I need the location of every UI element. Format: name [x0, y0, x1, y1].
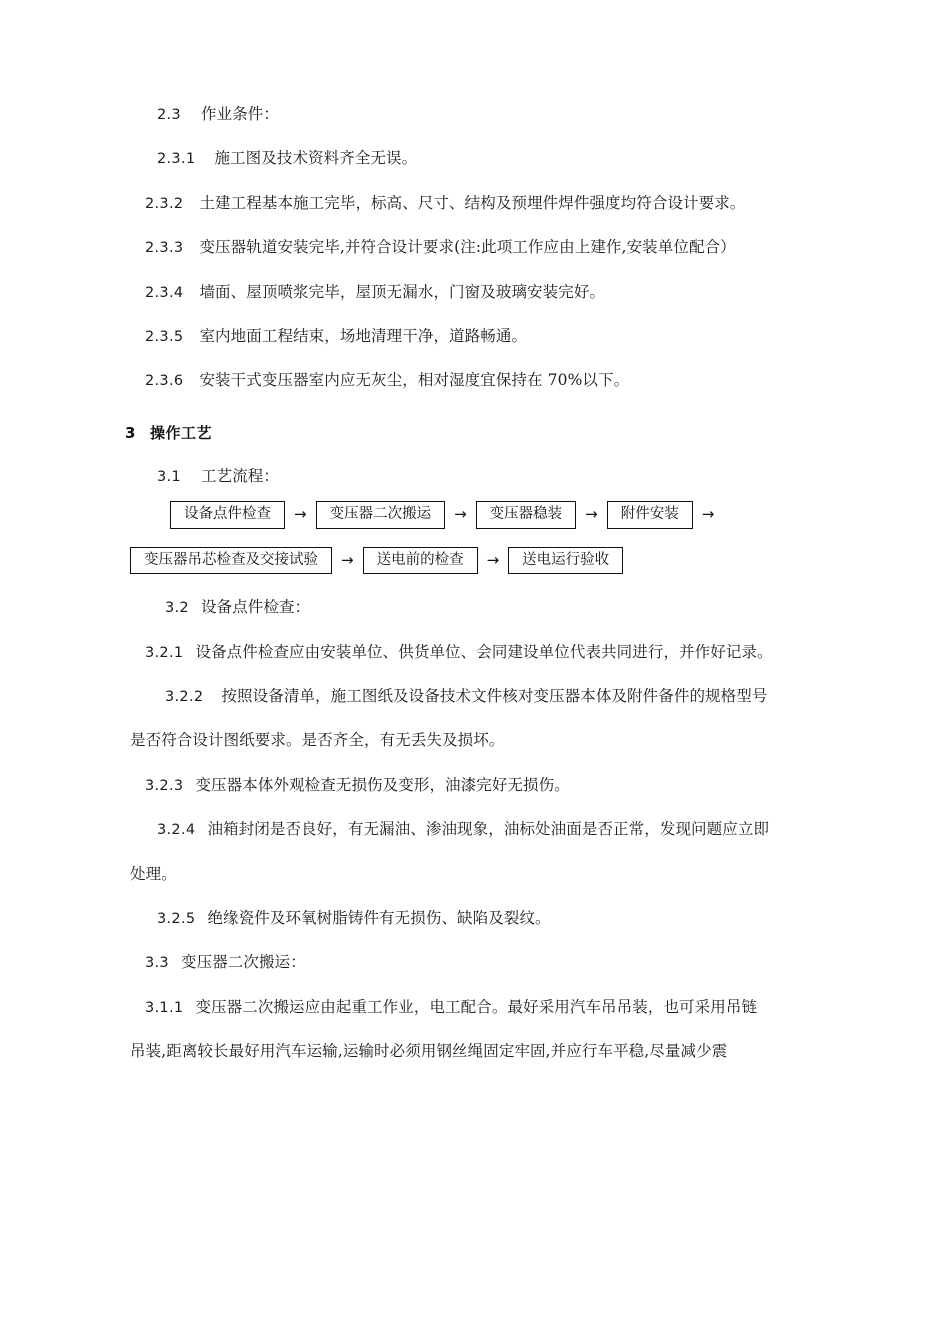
paragraph-3-2-3 [145, 775, 820, 796]
arrow-right-icon: → [341, 551, 354, 569]
paragraph-continuation: 吊装,距离较长最好用汽车运输,运输时必须用钢丝绳固定牢固,并应行车平稳,尽量减少震 [130, 1042, 728, 1061]
paragraph-2-3-6 [145, 370, 820, 391]
paragraph-continuation: 处理。 [130, 864, 177, 883]
arrow-right-icon: → [701, 505, 715, 524]
paragraph-number: 3.2.4 [157, 822, 196, 839]
paragraph-number: 3.2.5 [157, 910, 196, 927]
flowchart-box[interactable]: 附件安装 [607, 501, 693, 529]
paragraph-2-3-5 [145, 326, 820, 347]
paragraph-number: 2.3.5 [145, 328, 184, 345]
arrow-right-icon: → [486, 551, 500, 569]
paragraph-number: 2.3.3 [145, 240, 184, 257]
paragraph-text: 变压器轨道安装完毕,并符合设计要求(注:此项工作应由上建作,安装单位配合） [199, 238, 736, 257]
paragraph-3-2-1 [145, 642, 820, 663]
flowchart-box[interactable]: 变压器稳装 [476, 501, 577, 529]
paragraph-number: 3.1 [157, 468, 181, 485]
flowchart-box[interactable]: 变压器吊芯检查及交接试验 [130, 547, 332, 575]
paragraph-text: 绝缘瓷件及环氧树脂铸件有无损伤、缺陷及裂纹。 [207, 908, 551, 927]
paragraph-text: 墙面、屋顶喷浆完毕，屋顶无漏水，门窗及玻璃安装完好。 [199, 282, 606, 301]
paragraph-number: 3.2.3 [145, 777, 184, 794]
arrow-right-icon: → [294, 505, 307, 524]
paragraph-3-1 [145, 466, 820, 487]
paragraph-text: 室内地面工程结束，场地清理干净，道路畅通。 [199, 326, 528, 345]
section-heading-3 [125, 422, 820, 443]
paragraph-number: 2.3.4 [145, 284, 184, 301]
paragraph-text: 变压器本体外观检查无损伤及变形，油漆完好无损伤。 [195, 775, 570, 794]
paragraph-number: 2.3.1 [157, 151, 196, 168]
paragraph-number: 2.3 [157, 107, 181, 123]
paragraph-number: 3.2.2 [165, 689, 204, 706]
paragraph-2-3-3 [145, 237, 820, 258]
paragraph-text: 安装干式变压器室内应无灰尘，相对湿度宜保持在 70%以下。 [199, 371, 630, 390]
paragraph-3-2 [145, 597, 820, 618]
paragraph-2-3-2 [145, 193, 820, 214]
flowchart-row-2 [130, 547, 820, 575]
heading-number: 3 [125, 423, 136, 442]
paragraph-text: 施工图及技术资料齐全无误。 [214, 149, 418, 168]
flowchart-row-1 [145, 501, 820, 529]
flowchart-box[interactable]: 送电前的检查 [363, 547, 478, 575]
flowchart-box[interactable]: 变压器二次搬运 [316, 501, 446, 529]
paragraph-3-2-5 [145, 908, 820, 929]
paragraph-3-2-2 [145, 686, 820, 707]
paragraph-text: 作业条件： [201, 105, 280, 123]
paragraph-3-2-4 [145, 819, 820, 840]
paragraph-2-3-4 [145, 282, 820, 303]
paragraph-text: 设备点件检查应由安装单位、供货单位、会同建设单位代表共同进行，并作好记录。 [195, 642, 773, 661]
paragraph-number: 3.3 [145, 955, 169, 972]
arrow-right-icon: → [585, 505, 598, 524]
paragraph-3-1-1 [145, 997, 820, 1018]
paragraph-number: 2.3.2 [145, 195, 184, 212]
flowchart-box[interactable]: 送电运行验收 [508, 547, 623, 575]
paragraph-number: 3.2.1 [145, 644, 184, 661]
paragraph-text: 设备点件检查： [201, 598, 311, 617]
paragraph-text: 土建工程基本施工完毕，标高、尺寸、结构及预埋件焊件强度均符合设计要求。 [199, 193, 746, 212]
paragraph-text: 变压器二次搬运应由起重工作业，电工配合。最好采用汽车吊吊装，也可采用吊链 [195, 997, 758, 1016]
paragraph-2-3 [145, 104, 820, 125]
paragraph-text: 按照设备清单，施工图纸及设备技术文件核对变压器本体及附件备件的规格型号 [221, 687, 768, 706]
document-body [125, 104, 820, 1062]
paragraph-continuation: 是否符合设计图纸要求。是否齐全，有无丢失及损坏。 [130, 731, 505, 750]
paragraph-text: 工艺流程： [201, 466, 280, 485]
paragraph-number: 2.3.6 [145, 373, 184, 390]
paragraph-number: 3.2 [165, 600, 189, 617]
paragraph-number: 3.1.1 [145, 999, 184, 1016]
heading-text: 操作工艺 [149, 423, 212, 442]
paragraph-text: 变压器二次搬运： [181, 953, 306, 972]
flowchart-box[interactable]: 设备点件检查 [170, 501, 285, 529]
arrow-right-icon: → [454, 505, 467, 524]
paragraph-text: 油箱封闭是否良好，有无漏油、渗油现象，油标处油面是否正常，发现问题应立即 [207, 820, 770, 839]
paragraph-2-3-1 [145, 148, 820, 169]
paragraph-3-3 [145, 952, 820, 973]
